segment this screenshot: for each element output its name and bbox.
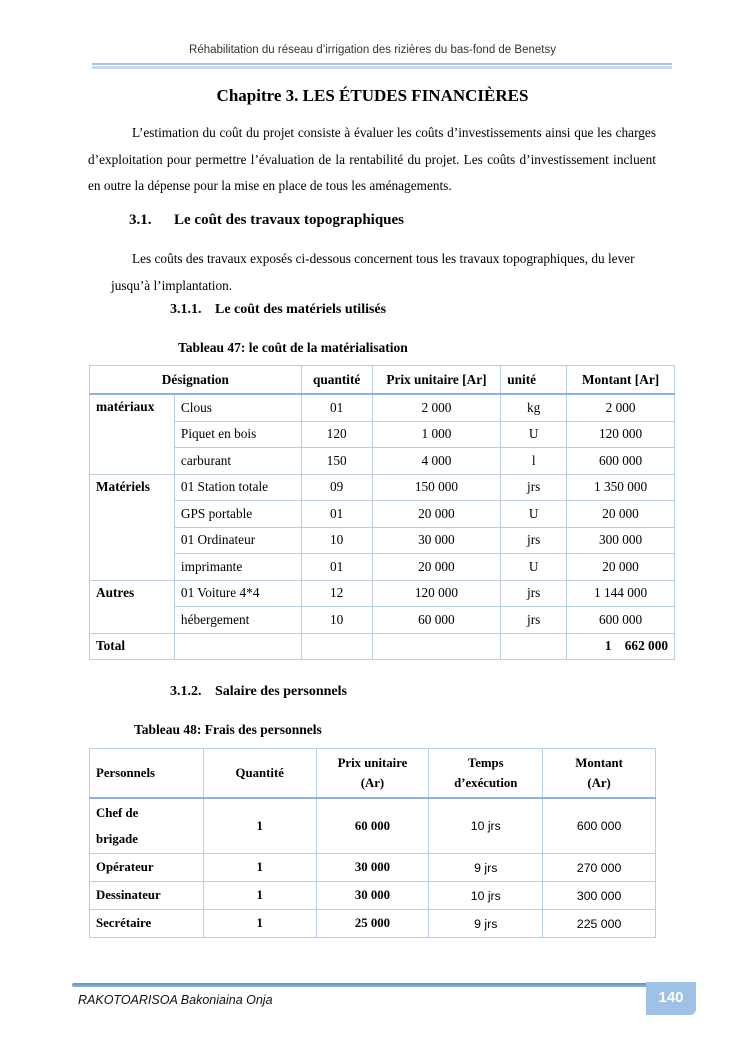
cell-qty: 1 [203, 910, 316, 938]
cell-qty: 1 [203, 882, 316, 910]
cell-name: Dessinateur [90, 882, 204, 910]
table-row [90, 798, 656, 854]
table-row [90, 394, 675, 421]
cell-qty: 12 [301, 580, 372, 607]
cell-unit: U [501, 501, 567, 528]
group-label: matériaux [90, 394, 175, 474]
cell-time: 10 jrs [429, 798, 543, 854]
footer-author: RAKOTOARISOA Bakoniaina Onja [78, 993, 273, 1007]
col-header-quantite: quantité [301, 366, 372, 395]
cell-price: 1 000 [372, 421, 501, 448]
cell-qty: 150 [301, 448, 372, 475]
cell-price: 25 000 [316, 910, 429, 938]
cell-qty: 1 [203, 854, 316, 882]
name-line: brigade [96, 832, 138, 846]
cell-qty: 01 [301, 554, 372, 581]
table-row [90, 474, 675, 501]
name-line: Chef de [96, 806, 139, 820]
cell-item: carburant [174, 448, 301, 475]
total-row [90, 633, 675, 660]
cell-item: Piquet en bois [174, 421, 301, 448]
cell-time: 9 jrs [429, 910, 543, 938]
section-title: Le coût des travaux topographiques [174, 212, 405, 228]
empty-cell [501, 633, 567, 660]
cell-item: GPS portable [174, 501, 301, 528]
section-title: Le coût des matériels utilisés [215, 302, 387, 317]
cell-amount: 20 000 [567, 501, 675, 528]
col-header-temps [429, 749, 543, 799]
col-header-unite: unité [501, 366, 567, 395]
cell-unit: jrs [501, 474, 567, 501]
cell-name: Secrétaire [90, 910, 204, 938]
cell-price: 2 000 [372, 394, 501, 421]
section-number: 3.1.1. [170, 302, 202, 317]
cell-item: 01 Ordinateur [174, 527, 301, 554]
cell-price: 60 000 [316, 798, 429, 854]
page-number-badge: 140 [646, 982, 696, 1015]
cell-price: 20 000 [372, 554, 501, 581]
cell-unit: U [501, 554, 567, 581]
table-row [90, 910, 656, 938]
cell-price: 150 000 [372, 474, 501, 501]
cell-amount: 300 000 [567, 527, 675, 554]
cell-price: 30 000 [316, 854, 429, 882]
section-paragraph: Les coûts des travaux exposés ci-dessous concernent tous les travaux topographiques, du lever jusqu’à l’implantation. [111, 251, 635, 293]
running-header: Réhabilitation du réseau d’irrigation des rizières du bas-fond de Benetsy [189, 44, 556, 56]
empty-cell [174, 633, 301, 660]
table-row [90, 448, 675, 475]
header-rule [92, 63, 672, 69]
cell-name: Opérateur [90, 854, 204, 882]
section-heading-3-1-2 [170, 684, 347, 700]
section-number: 3.1. [129, 212, 152, 228]
group-label: Autres [90, 580, 175, 633]
col-header-montant: Montant [Ar] [567, 366, 675, 395]
cell-amount: 20 000 [567, 554, 675, 581]
cell-qty: 120 [301, 421, 372, 448]
header-line: (Ar) [587, 776, 611, 790]
empty-cell [301, 633, 372, 660]
cell-amount: 1 350 000 [567, 474, 675, 501]
col-header-montant [543, 749, 656, 799]
table-header-row [90, 366, 675, 395]
cell-qty: 10 [301, 527, 372, 554]
empty-cell [372, 633, 501, 660]
section-number: 3.1.2. [170, 684, 202, 699]
total-label: Total [90, 633, 175, 660]
table-row [90, 421, 675, 448]
cell-unit: U [501, 421, 567, 448]
table-47-caption: Tableau 47: le coût de la matérialisation [178, 340, 408, 355]
section-heading-3-1-1 [170, 302, 386, 318]
table-row [90, 501, 675, 528]
cell-amount: 1 144 000 [567, 580, 675, 607]
intro-paragraph: L’estimation du coût du projet consiste à évaluer les coûts d’investissements ainsi que les charges d’exploitation pour permettre l’évaluation de la rentabilité du projet. Les coûts d’investissement incluent en outre la dépense pour la mise en place de tous les aménagements. [88, 125, 656, 193]
cell-amount: 120 000 [567, 421, 675, 448]
cell-unit: l [501, 448, 567, 475]
table-row [90, 580, 675, 607]
cell-price: 20 000 [372, 501, 501, 528]
table-47 [89, 365, 675, 660]
cell-unit: jrs [501, 607, 567, 634]
section-heading-3-1 [129, 212, 404, 229]
header-line: Montant [575, 756, 623, 770]
col-header-prix: Prix unitaire [Ar] [372, 366, 501, 395]
cell-time: 10 jrs [429, 882, 543, 910]
cell-qty: 09 [301, 474, 372, 501]
cell-amount: 225 000 [543, 910, 656, 938]
cell-unit: jrs [501, 527, 567, 554]
table-row [90, 854, 656, 882]
cell-amount: 300 000 [543, 882, 656, 910]
cell-name [90, 798, 204, 854]
table-row [90, 554, 675, 581]
cell-amount: 600 000 [567, 607, 675, 634]
col-header-prix [316, 749, 429, 799]
header-line: Temps [467, 756, 504, 770]
chapter-title: Chapitre 3. LES ÉTUDES FINANCIÈRES [216, 86, 529, 105]
cell-unit: jrs [501, 580, 567, 607]
cell-price: 30 000 [372, 527, 501, 554]
cell-qty: 1 [203, 798, 316, 854]
cell-item: imprimante [174, 554, 301, 581]
table-48-caption: Tableau 48: Frais des personnels [134, 722, 322, 737]
cell-amount: 600 000 [543, 798, 656, 854]
table-header-row [90, 749, 656, 799]
cell-item: hébergement [174, 607, 301, 634]
cell-price: 4 000 [372, 448, 501, 475]
section-title: Salaire des personnels [215, 684, 347, 699]
header-line: d’exécution [454, 776, 518, 790]
col-header-quantite: Quantité [203, 749, 316, 799]
table-row [90, 527, 675, 554]
cell-price: 120 000 [372, 580, 501, 607]
cell-unit: kg [501, 394, 567, 421]
cell-item: 01 Voiture 4*4 [174, 580, 301, 607]
table-row [90, 882, 656, 910]
col-header-personnels: Personnels [90, 749, 204, 799]
cell-amount: 600 000 [567, 448, 675, 475]
cell-price: 30 000 [316, 882, 429, 910]
cell-qty: 10 [301, 607, 372, 634]
total-value: 1 662 000 [567, 633, 675, 660]
cell-price: 60 000 [372, 607, 501, 634]
table-48 [89, 748, 656, 938]
cell-amount: 2 000 [567, 394, 675, 421]
col-header-designation: Désignation [90, 366, 302, 395]
group-label: Matériels [90, 474, 175, 580]
header-line: Prix unitaire [337, 756, 408, 770]
footer-rule [72, 983, 647, 987]
table-row [90, 607, 675, 634]
cell-time: 9 jrs [429, 854, 543, 882]
header-line: (Ar) [360, 776, 385, 790]
cell-item: Clous [174, 394, 301, 421]
cell-item: 01 Station totale [174, 474, 301, 501]
cell-amount: 270 000 [543, 854, 656, 882]
cell-qty: 01 [301, 394, 372, 421]
cell-qty: 01 [301, 501, 372, 528]
